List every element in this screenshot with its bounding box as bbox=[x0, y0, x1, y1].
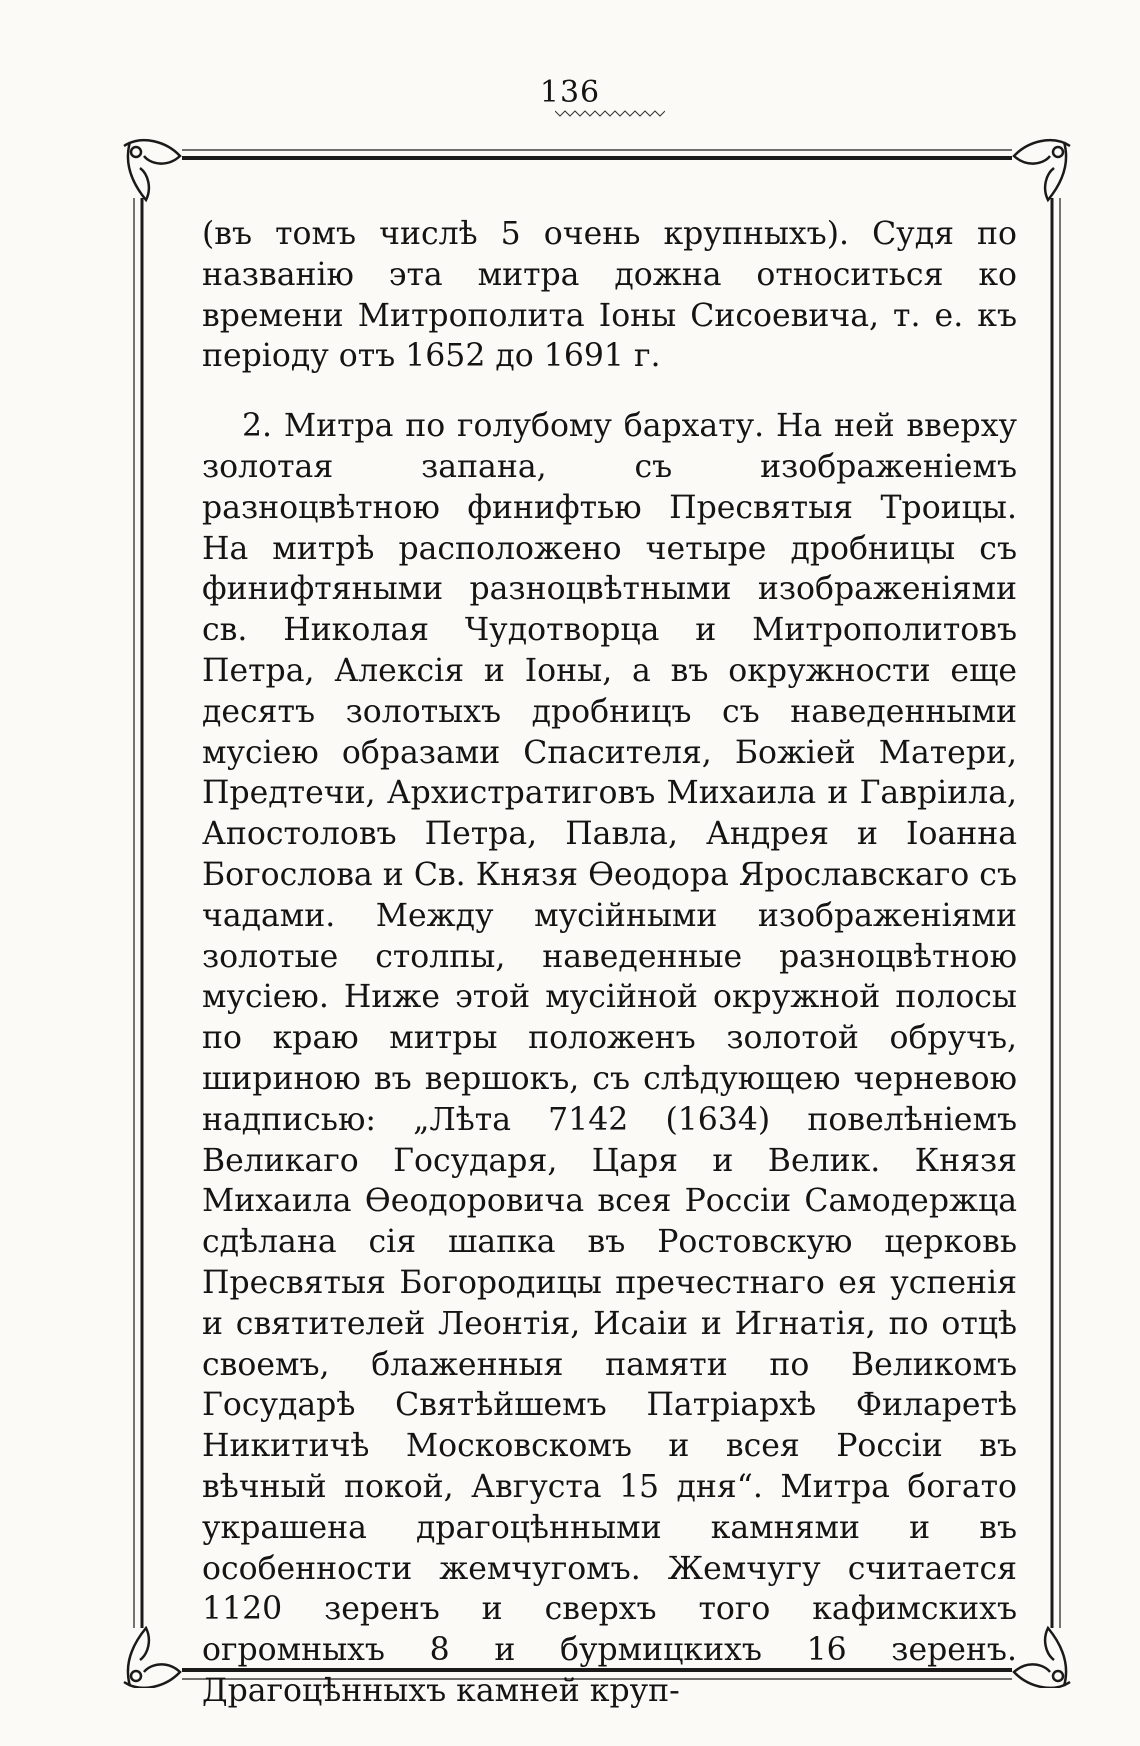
page-number-ornament bbox=[555, 108, 665, 118]
page-number: 136 bbox=[539, 75, 601, 110]
corner-ornament-bottom-right bbox=[1014, 1628, 1070, 1688]
paragraph-item-2: 2. Митра по голубому бархату. На ней вверху золотая запана, съ изображеніемъ разноцвѣтною финифтью Пресвятыя Троицы. На митрѣ расположено четыре дробницы съ финифтяными разноцвѣтными изображеніями св. Николая Чудотворца и Митрополитовъ Петра, Алексія и Іоны, а въ окружности еще десятъ золотыхъ дробницъ съ наведенными мусіею образами Спасителя, Божіей Матери, Предтечи, Архистратиговъ Михаила и Гавріила, Апостоловъ Петра, Павла, Андрея и Іоанна Богослова и Св. Князя Ѳеодора Ярославскаго съ чадами. Между мусійными изображеніями золотые столпы, наведенные разноцвѣтною мусіею. Ниже этой мусійной окружной полосы по краю митры положенъ золотой обручъ, шириною въ вершокъ, съ слѣдующею черневою надписью: „Лѣта 7142 (1634) повелѣніемъ Великаго Государя, Царя и Велик. Князя Михаила Ѳеодоровича всея Россіи Самодержца сдѣлана сія шапка въ Ростовскую церковь Пресвятыя Богородицы пречестнаго ея успенія и святителей Леонтія, Исаіи и Игнатія, по отцѣ своемъ, блаженныя памяти по Великомъ Государѣ Святѣйшемъ Патріархѣ Филаретѣ Никитичѣ Московскомъ и всея Россіи въ вѣчный покой, Августа 15 дня“. Митра богато украшена драгоцѣнными камнями и въ особенности жемчугомъ. Жемчугу считается 1120 зеренъ и сверхъ того кафимскихъ огромныхъ 8 и бурмицкихъ 16 зеренъ. Драгоцѣнныхъ камней круп- bbox=[202, 408, 1017, 1709]
paragraph-continuation: (въ томъ числѣ 5 очень крупныхъ). Судя по названію эта митра дожна относиться ко времени Митрополита Іоны Сисоевича, т. е. къ періоду отъ 1652 до 1691 г. bbox=[202, 216, 1017, 375]
corner-ornament-top-left bbox=[124, 140, 180, 200]
body-text bbox=[202, 214, 1017, 1712]
corner-ornament-bottom-left bbox=[124, 1628, 180, 1688]
corner-ornament-top-right bbox=[1014, 140, 1070, 200]
